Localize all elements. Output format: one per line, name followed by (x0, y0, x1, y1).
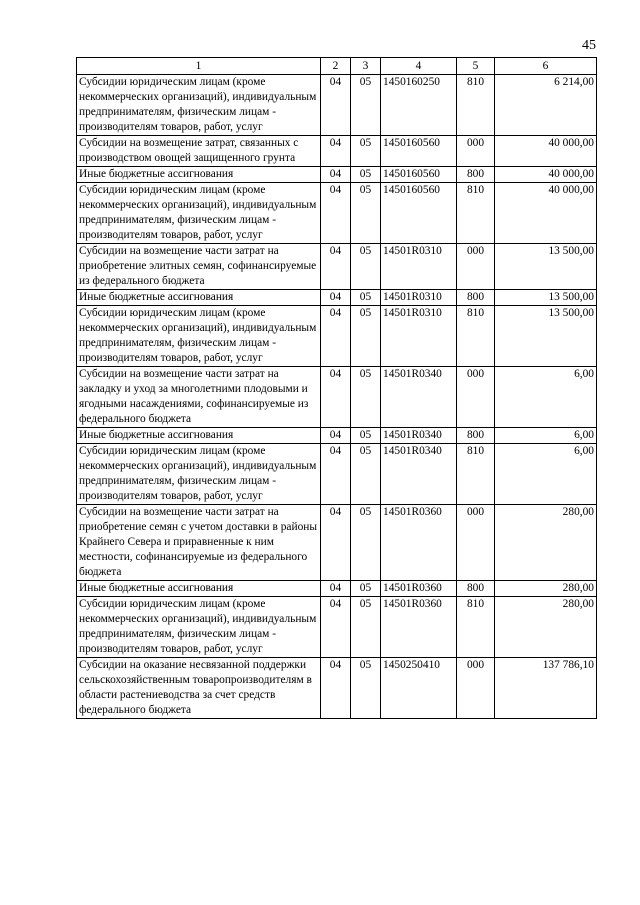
table-row (77, 428, 597, 444)
row-code-3-cell: 05 (351, 505, 381, 581)
row-code-3-cell: 05 (351, 597, 381, 658)
row-code-4-cell: 14501R0340 (381, 444, 457, 505)
row-name-cell: Субсидии на возмещение затрат, связанных с производством овощей защищенного грунта (77, 136, 321, 167)
row-amount-cell: 6,00 (495, 428, 597, 444)
table-row (77, 367, 597, 428)
table-row (77, 505, 597, 581)
row-amount-cell: 6,00 (495, 367, 597, 428)
table-row (77, 597, 597, 658)
row-code-2-cell: 04 (321, 290, 351, 306)
column-header-6: 6 (495, 58, 597, 75)
row-code-2-cell: 04 (321, 136, 351, 167)
row-code-2-cell: 04 (321, 658, 351, 719)
row-code-4-cell: 14501R0340 (381, 367, 457, 428)
row-amount-cell: 40 000,00 (495, 136, 597, 167)
row-name-cell: Субсидии на возмещение части затрат на закладку и уход за многолетними плодовыми и ягодными насаждениями, софинансируемые из федерального бюджета (77, 367, 321, 428)
table-row (77, 75, 597, 136)
table-row (77, 136, 597, 167)
row-code-3-cell: 05 (351, 306, 381, 367)
row-code-4-cell: 1450250410 (381, 658, 457, 719)
row-code-5-cell: 000 (457, 505, 495, 581)
row-code-2-cell: 04 (321, 306, 351, 367)
row-code-3-cell: 05 (351, 167, 381, 183)
row-name-cell: Субсидии юридическим лицам (кроме некоммерческих организаций), индивидуальным предпринимателям, физическим лицам - производителям товаров, работ, услуг (77, 75, 321, 136)
row-code-4-cell: 14501R0360 (381, 581, 457, 597)
row-code-4-cell: 1450160250 (381, 75, 457, 136)
row-amount-cell: 280,00 (495, 597, 597, 658)
row-code-3-cell: 05 (351, 290, 381, 306)
column-header-5: 5 (457, 58, 495, 75)
row-code-3-cell: 05 (351, 428, 381, 444)
row-name-cell: Субсидии на оказание несвязанной поддержки сельскохозяйственным товаропроизводителям в области растениеводства за счет средств федерального бюджета (77, 658, 321, 719)
row-code-3-cell: 05 (351, 136, 381, 167)
row-code-5-cell: 000 (457, 367, 495, 428)
row-code-2-cell: 04 (321, 444, 351, 505)
row-code-5-cell: 800 (457, 428, 495, 444)
row-code-3-cell: 05 (351, 658, 381, 719)
row-name-cell: Субсидии на возмещение части затрат на приобретение элитных семян, софинансируемые из федерального бюджета (77, 244, 321, 290)
table-row (77, 244, 597, 290)
row-code-3-cell: 05 (351, 183, 381, 244)
row-code-4-cell: 14501R0310 (381, 244, 457, 290)
column-header-2: 2 (321, 58, 351, 75)
row-amount-cell: 137 786,10 (495, 658, 597, 719)
table-row (77, 581, 597, 597)
row-code-4-cell: 14501R0340 (381, 428, 457, 444)
row-name-cell: Субсидии юридическим лицам (кроме некоммерческих организаций), индивидуальным предпринимателям, физическим лицам - производителям товаров, работ, услуг (77, 183, 321, 244)
row-code-3-cell: 05 (351, 444, 381, 505)
row-amount-cell: 40 000,00 (495, 183, 597, 244)
row-code-2-cell: 04 (321, 183, 351, 244)
row-code-5-cell: 800 (457, 290, 495, 306)
row-code-5-cell: 810 (457, 75, 495, 136)
row-code-2-cell: 04 (321, 367, 351, 428)
table-row (77, 183, 597, 244)
row-code-2-cell: 04 (321, 428, 351, 444)
row-amount-cell: 280,00 (495, 505, 597, 581)
row-code-5-cell: 810 (457, 597, 495, 658)
table-row (77, 290, 597, 306)
row-code-5-cell: 810 (457, 183, 495, 244)
header-row (77, 58, 597, 75)
row-name-cell: Субсидии юридическим лицам (кроме некоммерческих организаций), индивидуальным предпринимателям, физическим лицам - производителям товаров, работ, услуг (77, 597, 321, 658)
row-amount-cell: 13 500,00 (495, 244, 597, 290)
row-code-2-cell: 04 (321, 505, 351, 581)
row-code-4-cell: 14501R0360 (381, 505, 457, 581)
row-name-cell: Иные бюджетные ассигнования (77, 581, 321, 597)
row-amount-cell: 6 214,00 (495, 75, 597, 136)
budget-table (76, 57, 597, 719)
row-code-5-cell: 800 (457, 581, 495, 597)
row-code-5-cell: 000 (457, 136, 495, 167)
row-code-4-cell: 1450160560 (381, 183, 457, 244)
row-code-4-cell: 14501R0310 (381, 306, 457, 367)
row-code-4-cell: 1450160560 (381, 136, 457, 167)
row-code-2-cell: 04 (321, 597, 351, 658)
row-code-2-cell: 04 (321, 167, 351, 183)
row-code-4-cell: 1450160560 (381, 167, 457, 183)
table-row (77, 444, 597, 505)
row-code-3-cell: 05 (351, 367, 381, 428)
row-code-4-cell: 14501R0360 (381, 597, 457, 658)
row-code-3-cell: 05 (351, 581, 381, 597)
row-amount-cell: 13 500,00 (495, 290, 597, 306)
row-name-cell: Иные бюджетные ассигнования (77, 428, 321, 444)
row-amount-cell: 6,00 (495, 444, 597, 505)
row-code-5-cell: 810 (457, 306, 495, 367)
column-header-3: 3 (351, 58, 381, 75)
table-row (77, 167, 597, 183)
row-code-5-cell: 810 (457, 444, 495, 505)
row-code-5-cell: 800 (457, 167, 495, 183)
row-name-cell: Субсидии юридическим лицам (кроме некоммерческих организаций), индивидуальным предпринимателям, физическим лицам - производителям товаров, работ, услуг (77, 444, 321, 505)
row-code-2-cell: 04 (321, 581, 351, 597)
row-code-3-cell: 05 (351, 75, 381, 136)
row-amount-cell: 40 000,00 (495, 167, 597, 183)
column-header-4: 4 (381, 58, 457, 75)
row-code-4-cell: 14501R0310 (381, 290, 457, 306)
row-code-2-cell: 04 (321, 244, 351, 290)
row-name-cell: Субсидии на возмещение части затрат на приобретение семян с учетом доставки в районы Крайнего Севера и приравненные к ним местности, софинансируемые из федерального бюджета (77, 505, 321, 581)
page-number: 45 (582, 38, 596, 53)
row-name-cell: Субсидии юридическим лицам (кроме некоммерческих организаций), индивидуальным предпринимателям, физическим лицам - производителям товаров, работ, услуг (77, 306, 321, 367)
table-row (77, 658, 597, 719)
table-row (77, 306, 597, 367)
row-code-3-cell: 05 (351, 244, 381, 290)
row-code-2-cell: 04 (321, 75, 351, 136)
column-header-1: 1 (77, 58, 321, 75)
row-amount-cell: 280,00 (495, 581, 597, 597)
row-name-cell: Иные бюджетные ассигнования (77, 290, 321, 306)
row-code-5-cell: 000 (457, 658, 495, 719)
row-code-5-cell: 000 (457, 244, 495, 290)
row-amount-cell: 13 500,00 (495, 306, 597, 367)
row-name-cell: Иные бюджетные ассигнования (77, 167, 321, 183)
